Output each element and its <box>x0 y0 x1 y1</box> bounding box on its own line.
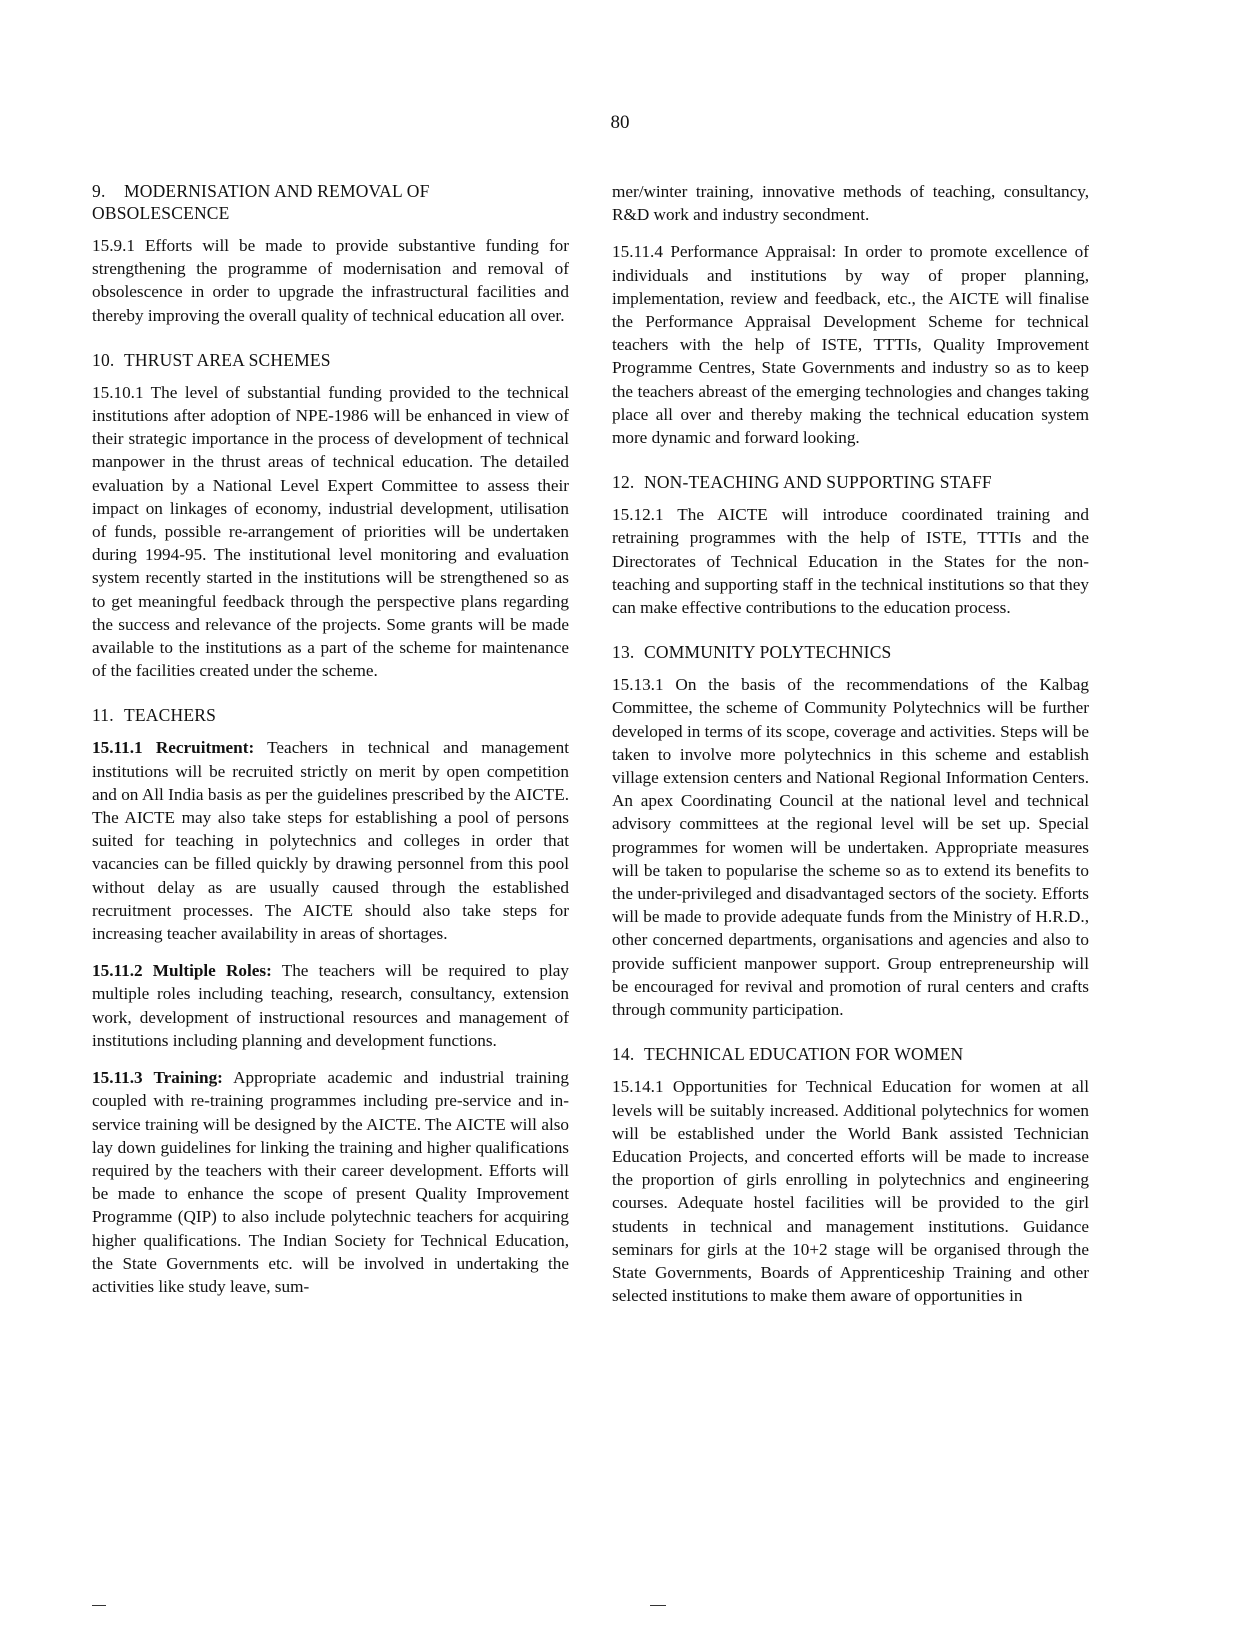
body-paragraph <box>612 503 1089 619</box>
paragraph-text: mer/winter training, innovative methods of teaching, consultancy, R&D work and industry secondment. <box>612 182 1089 225</box>
scan-mark <box>650 1605 666 1606</box>
section-heading <box>612 641 1089 663</box>
right-column <box>612 180 1089 1321</box>
section-number: 11. <box>92 705 114 726</box>
section-heading <box>612 471 1089 493</box>
section-heading <box>92 180 569 224</box>
body-paragraph <box>612 673 1089 1021</box>
paragraph-text: Appropriate academic and industrial training coupled with re-training programmes including pre-service and in-service training will be designed by the AICTE. The AICTE will also lay down guidelines for linking the training and higher qualifications required by the teachers with their career development. Efforts will be made to enhance the scope of present Quality Improvement Programme (QIP) to also include polytechnic teachers for acquiring higher qualifications. The Indian Society for Technical Education, the State Governments etc. will be involved in undertaking the activities like study leave, sum- <box>92 1068 569 1296</box>
section-title: THRUST AREA SCHEMES <box>124 349 331 370</box>
paragraph-text: 15.13.1 On the basis of the recommendations of the Kalbag Committee, the scheme of Community Polytechnics will be further developed in terms of its scope, coverage and activities. Steps will be taken to involve more polytechnics in this scheme and establish village extension centers and National Regional Information Centers. An apex Coordinating Council at the national level and technical advisory committees at the regional level will be set up. Special programmes for women will be undertaken. Appropriate measures will be taken to popularise the scheme so as to extend its benefits to the under-privileged and disadvantaged sectors of the society. Efforts will be made to provide adequate funds from the Ministry of H.R.D., other concerned departments, organisations and agencies and also to provide sufficient manpower support. Group entrepreneurship will be encouraged for revival and promotion of rural centers and crafts through community participation. <box>612 675 1089 1020</box>
body-paragraph <box>92 381 569 683</box>
section-title: MODERNISATION AND REMOVAL OF OBSOLESCENCE <box>92 181 430 223</box>
section-number: 12. <box>612 472 635 493</box>
paragraph-lead: 15.11.2 Multiple Roles: <box>92 961 272 981</box>
paragraph-text: 15.11.4 Performance Appraisal: In order to promote excellence of individuals and institutions by way of proper planning, implementation, review and feedback, etc., the AICTE will finalise the Performance Appraisal Development Scheme for technical teachers with the help of ISTE, TTTIs, Quality Improvement Programme Centres, State Governments and industry so as to keep the teachers abreast of the emerging technologies and changes taking place all over and thereby making the technical education system more dynamic and forward looking. <box>612 242 1089 448</box>
body-paragraph <box>92 1066 569 1298</box>
section-title: TEACHERS <box>124 705 217 726</box>
section-number: 13. <box>612 642 635 663</box>
paragraph-lead: 15.11.3 Training: <box>92 1068 223 1088</box>
body-paragraph <box>92 234 569 327</box>
section-title: NON-TEACHING AND SUPPORTING STAFF <box>644 472 992 493</box>
paragraph-text: 15.14.1 Opportunities for Technical Education for women at all levels will be suitably increased. Additional polytechnics for women will be established under the World Bank assisted Technician Education Projects, and concerted efforts will be made to increase the proportion of girls enrolling in polytechnics and engineering courses. Adequate hostel facilities will be provided to the girl students in technical and management institutions. Guidance seminars for girls at the 10+2 stage will be organised through the State Governments, Boards of Apprenticeship Training and other selected institutions to make them aware of opportunities in <box>612 1077 1089 1306</box>
scan-mark <box>92 1605 106 1606</box>
body-paragraph <box>92 736 569 945</box>
paragraph-text: 15.12.1 The AICTE will introduce coordinated training and retraining programmes with the help of ISTE, TTTIs and the Directorates of Technical Education in the States for the non-teaching and supporting staff in the technical institutions so that they can make effective contributions to the education process. <box>612 505 1089 618</box>
section-title: TECHNICAL EDUCATION FOR WOMEN <box>644 1044 964 1065</box>
paragraph-text: 15.9.1 Efforts will be made to provide substantive funding for strengthening the programme of modernisation and removal of obsolescence in order to upgrade the infrastructural facilities and thereby improving the overall quality of technical education all over. <box>92 236 569 325</box>
section-heading <box>92 704 569 726</box>
paragraph-text: 15.10.1 The level of substantial funding provided to the technical institutions after adoption of NPE-1986 will be enhanced in view of their strategic importance in the process of development of technical manpower in the thrust areas of technical education. The detailed evaluation by a National Level Expert Committee to assess their impact on linkages of economy, industrial development, utilisation of funds, possible re-arrangement of priorities will be undertaken during 1994-95. The institutional level monitoring and evaluation system recently started in the institutions will be strengthened so as to get meaningful feedback through the perspective plans regarding the success and relevance of the projects. Some grants will be made available to the institutions as a part of the scheme for maintenance of the facilities created under the scheme. <box>92 382 569 681</box>
paragraph-text: Teachers in technical and management institutions will be recruited strictly on merit by open competition and on All India basis as per the guidelines prescribed by the AICTE. The AICTE may also take steps for establishing a pool of persons suited for teaching in polytechnics and colleges in order that vacancies can be filled quickly by drawing personnel from this pool without delay as are usually caused through the established recruitment processes. The AICTE should also take steps for increasing teacher availability in areas of shortages. <box>92 738 570 944</box>
body-paragraph <box>92 959 569 1052</box>
left-column <box>92 180 569 1312</box>
section-heading <box>92 349 569 371</box>
body-paragraph <box>612 240 1089 449</box>
paragraph-text: The teachers will be required to play multiple roles including teaching, research, consultancy, extension work, development of instructional resources and management of institutions including planning and development functions. <box>92 961 569 1050</box>
paragraph-lead: 15.11.1 Recruitment: <box>92 738 255 758</box>
body-paragraph <box>612 180 1089 226</box>
page-number: 80 <box>610 112 630 133</box>
section-number: 9. <box>92 181 106 201</box>
body-paragraph <box>612 1075 1089 1307</box>
section-number: 10. <box>92 349 115 370</box>
section-title: COMMUNITY POLYTECHNICS <box>644 642 892 663</box>
section-heading <box>612 1043 1089 1065</box>
section-number: 14. <box>612 1044 635 1065</box>
